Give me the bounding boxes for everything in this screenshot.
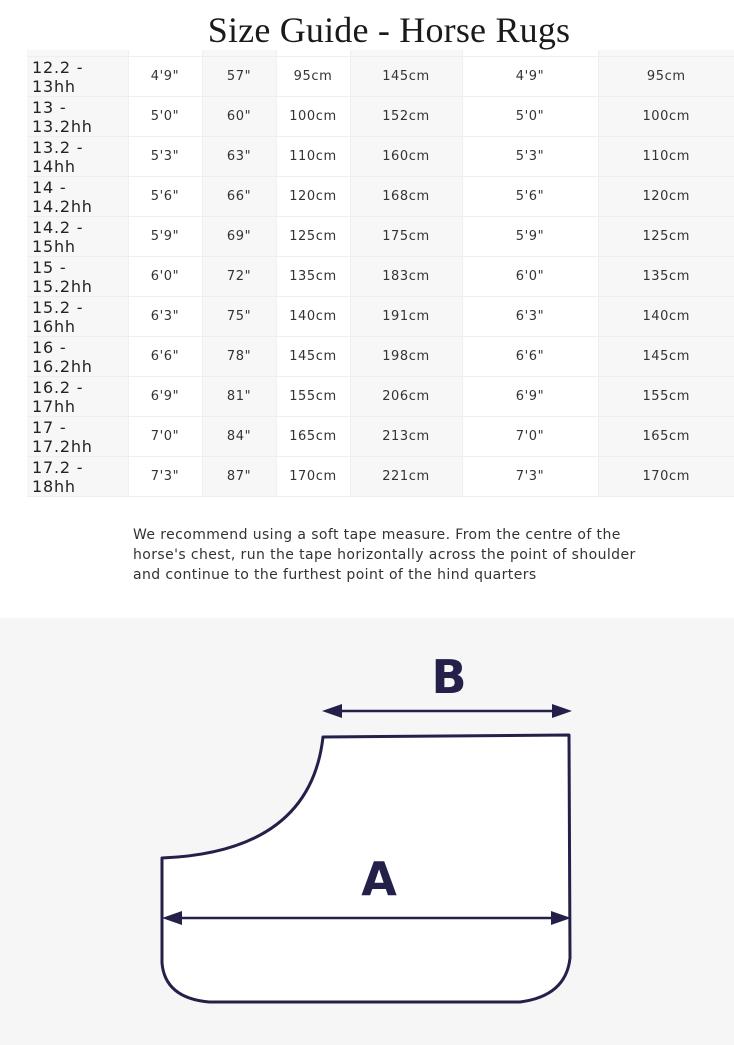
- horse-height-cell: 16.2 - 17hh: [27, 377, 128, 417]
- size-cell-ft-b: 5'9": [462, 217, 598, 257]
- size-cell-in-a: 66": [202, 177, 276, 217]
- size-cell-ft-b: 5'3": [462, 137, 598, 177]
- size-cell-cm-a: 183cm: [350, 257, 462, 297]
- table-row: [27, 337, 734, 377]
- size-cell-ft-a: 4'9": [128, 57, 202, 97]
- table-row: [27, 57, 734, 97]
- table-row: [27, 457, 734, 497]
- horse-height-cell: 17 - 17.2hh: [27, 417, 128, 457]
- size-cell-in-a: 72": [202, 257, 276, 297]
- size-cell-ft-b: 6'6": [462, 337, 598, 377]
- size-cell-ft-a: 5'0": [128, 97, 202, 137]
- size-cell-cm-b: 140cm: [276, 297, 350, 337]
- size-cell-in-a: 63": [202, 137, 276, 177]
- size-cell-cm-c: 155cm: [598, 377, 734, 417]
- size-cell-cm-c: 95cm: [598, 57, 734, 97]
- size-cell-ft-b: 6'3": [462, 297, 598, 337]
- rug-diagram-svg: [0, 618, 734, 1045]
- size-cell-ft-a: 6'9": [128, 377, 202, 417]
- size-cell-ft-b: 7'3": [462, 457, 598, 497]
- horse-height-cell: 16 - 16.2hh: [27, 337, 128, 377]
- size-cell-cm-b: 165cm: [276, 417, 350, 457]
- size-cell-ft-a: 5'9": [128, 217, 202, 257]
- size-cell-cm-b: 145cm: [276, 337, 350, 377]
- table-row: [27, 257, 734, 297]
- size-cell-ft-b: 7'0": [462, 417, 598, 457]
- table-row: [27, 97, 734, 137]
- size-cell-in-a: 69": [202, 217, 276, 257]
- label-b: B: [431, 650, 467, 704]
- size-cell-ft-b: 4'9": [462, 57, 598, 97]
- size-cell-ft-a: 5'6": [128, 177, 202, 217]
- table-row: [27, 377, 734, 417]
- page-title: Size Guide - Horse Rugs: [207, 10, 571, 50]
- size-cell-in-a: 57": [202, 57, 276, 97]
- table-row: [27, 217, 734, 257]
- size-cell-in-a: 87": [202, 457, 276, 497]
- size-cell-ft-a: 6'0": [128, 257, 202, 297]
- size-cell-cm-c: 110cm: [598, 137, 734, 177]
- size-cell-cm-a: 221cm: [350, 457, 462, 497]
- table-row: [27, 177, 734, 217]
- size-cell-cm-c: 145cm: [598, 337, 734, 377]
- size-cell-ft-b: 6'0": [462, 257, 598, 297]
- size-cell-ft-b: 6'9": [462, 377, 598, 417]
- size-cell-cm-c: 165cm: [598, 417, 734, 457]
- size-cell-cm-c: 170cm: [598, 457, 734, 497]
- horse-height-cell: 17.2 - 18hh: [27, 457, 128, 497]
- size-cell-ft-a: 5'3": [128, 137, 202, 177]
- size-cell-cm-a: 168cm: [350, 177, 462, 217]
- table-row: [27, 137, 734, 177]
- arrow-b-icon: [322, 704, 572, 718]
- size-cell-cm-c: 125cm: [598, 217, 734, 257]
- size-cell-cm-b: 95cm: [276, 57, 350, 97]
- size-cell-cm-a: 175cm: [350, 217, 462, 257]
- size-cell-ft-a: 6'6": [128, 337, 202, 377]
- size-table: [27, 50, 734, 497]
- size-cell-cm-b: 120cm: [276, 177, 350, 217]
- size-cell-cm-c: 120cm: [598, 177, 734, 217]
- measuring-instructions: We recommend using a soft tape measure. From the centre of the horse's chest, run the tape horizontally across the point of shoulder and continue to the furthest point of the hind quarters: [133, 527, 636, 583]
- size-cell-ft-b: 5'6": [462, 177, 598, 217]
- horse-height-cell: 13 - 13.2hh: [27, 97, 128, 137]
- size-cell-in-a: 75": [202, 297, 276, 337]
- rug-measurement-diagram: [0, 618, 734, 1045]
- horse-height-cell: 12.2 - 13hh: [27, 57, 128, 97]
- size-cell-cm-b: 110cm: [276, 137, 350, 177]
- horse-height-cell: 14 - 14.2hh: [27, 177, 128, 217]
- size-cell-cm-c: 100cm: [598, 97, 734, 137]
- size-cell-ft-a: 6'3": [128, 297, 202, 337]
- size-cell-in-a: 78": [202, 337, 276, 377]
- size-cell-cm-b: 125cm: [276, 217, 350, 257]
- size-cell-cm-a: 198cm: [350, 337, 462, 377]
- horse-height-cell: 13.2 - 14hh: [27, 137, 128, 177]
- horse-height-cell: 14.2 - 15hh: [27, 217, 128, 257]
- size-cell-cm-a: 213cm: [350, 417, 462, 457]
- horse-height-cell: 15 - 15.2hh: [27, 257, 128, 297]
- size-cell-cm-a: 152cm: [350, 97, 462, 137]
- size-cell-cm-c: 140cm: [598, 297, 734, 337]
- size-cell-ft-a: 7'3": [128, 457, 202, 497]
- table-row: [27, 297, 734, 337]
- size-cell-cm-b: 100cm: [276, 97, 350, 137]
- size-cell-cm-a: 191cm: [350, 297, 462, 337]
- size-cell-cm-a: 206cm: [350, 377, 462, 417]
- size-cell-in-a: 81": [202, 377, 276, 417]
- size-cell-in-a: 60": [202, 97, 276, 137]
- size-cell-ft-a: 7'0": [128, 417, 202, 457]
- size-table-container: [27, 50, 734, 497]
- table-row: [27, 417, 734, 457]
- size-cell-cm-c: 135cm: [598, 257, 734, 297]
- size-cell-ft-b: 5'0": [462, 97, 598, 137]
- size-cell-cm-b: 170cm: [276, 457, 350, 497]
- size-cell-cm-b: 155cm: [276, 377, 350, 417]
- size-cell-cm-a: 160cm: [350, 137, 462, 177]
- size-cell-cm-b: 135cm: [276, 257, 350, 297]
- label-a: A: [361, 852, 397, 906]
- horse-height-cell: 15.2 - 16hh: [27, 297, 128, 337]
- size-cell-cm-a: 145cm: [350, 57, 462, 97]
- size-cell-in-a: 84": [202, 417, 276, 457]
